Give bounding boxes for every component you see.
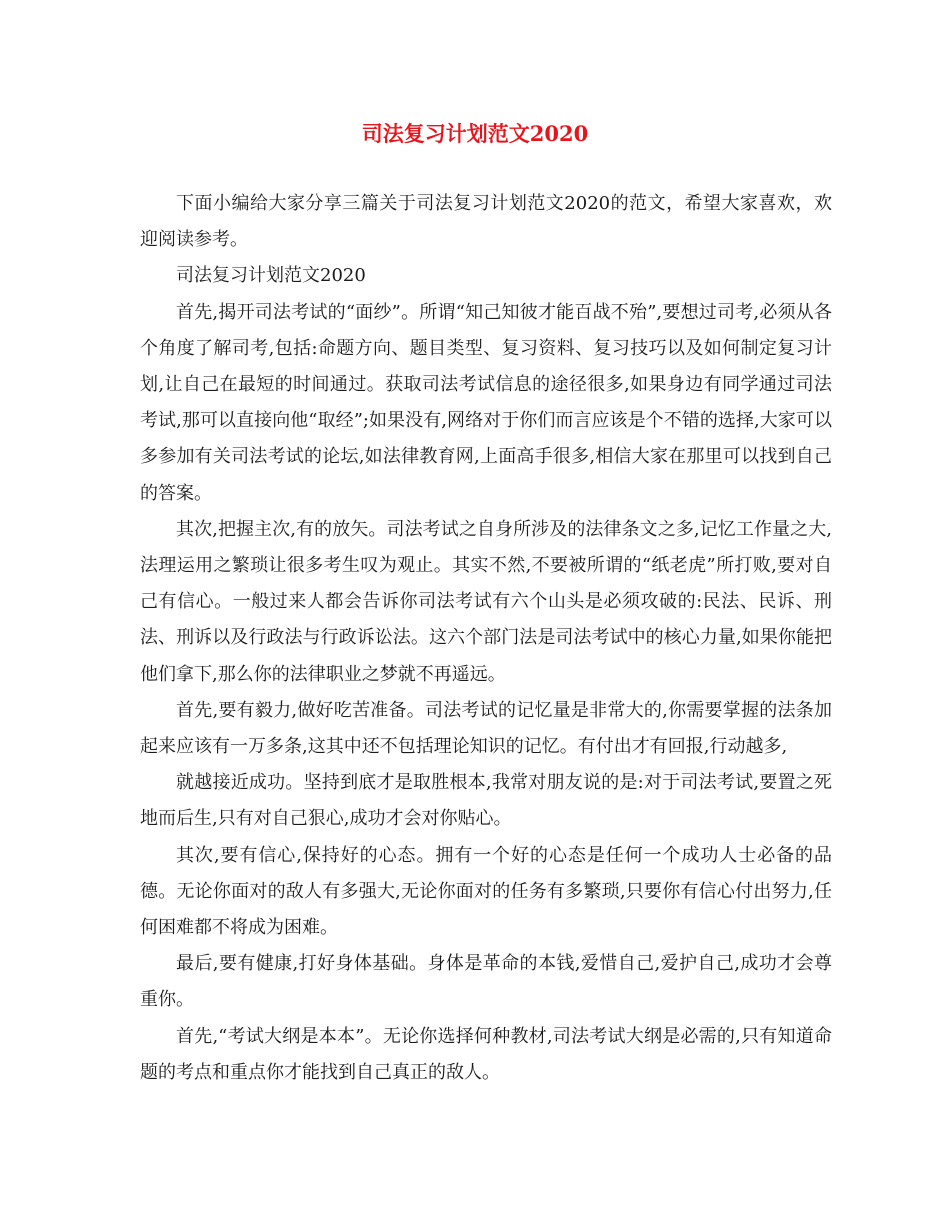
paragraph-confidence: 其次,要有信心,保持好的心态。拥有一个好的心态是任何一个成功人士必备的品德。无论你面对的敌人有多强大,无论你面对的任务有多繁琐,只要你有信心付出努力,任何困难都不将成为困难。	[140, 844, 832, 939]
paragraph-priorities: 其次,把握主次,有的放矢。司法考试之自身所涉及的法律条文之多,记忆工作量之大,法理运用之繁琐让很多考生叹为观止。其实不然,不要被所谓的“纸老虎”所打败,要对自己有信心。一般过来人都会告诉你司法考试有六个山头是必须攻破的:民法、民诉、刑法、刑诉以及行政法与行政诉讼法。这六个部门法是司法考试中的核心力量,如果你能把他们拿下,那么你的法律职业之梦就不再遥远。	[140, 518, 832, 685]
paragraph-perseverance: 首先,要有毅力,做好吃苦准备。司法考试的记忆量是非常大的,你需要掌握的法条加起来应该有一万多条,这其中还不包括理论知识的记忆。有付出才有回报,行动越多,	[140, 699, 832, 758]
document-title: 司法复习计划范文2020	[361, 121, 589, 146]
paragraph-intro: 下面小编给大家分享三篇关于司法复习计划范文2020的范文，希望大家喜欢，欢迎阅读参考。	[140, 193, 832, 251]
paragraph-syllabus: 首先,“考试大纲是本本”。无论你选择何种教材,司法考试大纲是必需的,只有知道命题的考点和重点你才能找到自己真正的敌人。	[140, 1025, 832, 1083]
paragraph-understand-exam: 首先,揭开司法考试的“面纱”。所谓“知己知彼才能百战不殆”,要想过司考,必须从各个角度了解司考,包括:命题方向、题目类型、复习资料、复习技巧以及如何制定复习计划,让自己在最短的时间通过。获取司法考试信息的途径很多,如果身边有同学通过司法考试,那可以直接向他“取经”;如果没有,网络对于你们而言应该是个不错的选择,大家可以多参加有关司法考试的论坛,如法律教育网,上面高手很多,相信大家在那里可以找到自己的答案。	[140, 301, 832, 504]
paragraph-persist: 就越接近成功。坚持到底才是取胜根本,我常对朋友说的是:对于司法考试,要置之死地而后生,只有对自己狠心,成功才会对你贴心。	[140, 772, 832, 830]
paragraph-health: 最后,要有健康,打好身体基础。身体是革命的本钱,爱惜自己,爱护自己,成功才会尊重你。	[140, 953, 832, 1011]
paragraph-subtitle: 司法复习计划范文2020	[176, 265, 366, 287]
document-body	[140, 186, 832, 1091]
